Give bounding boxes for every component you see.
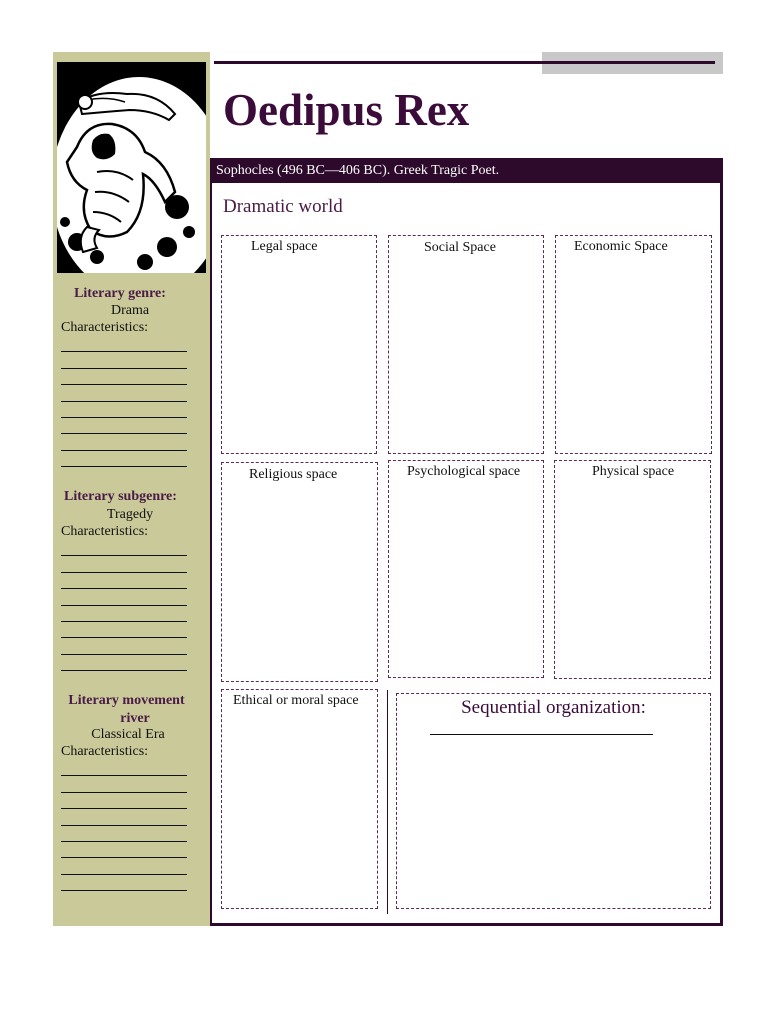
genre-heading: Literary genre: (74, 286, 166, 301)
author-bar: Sophocles (496 BC—406 BC). Greek Tragic Poet. (211, 159, 721, 183)
movement-blank-lines[interactable] (61, 760, 187, 891)
movement-heading-line2: river (120, 711, 150, 726)
movement-heading: Literary movement (68, 693, 185, 708)
subgenre-heading: Literary subgenre: (64, 489, 177, 504)
sequential-organization-blank-line[interactable] (430, 734, 653, 735)
legal-space-label: Legal space (251, 239, 318, 254)
subgenre-characteristics-label: Characteristics: (61, 524, 149, 539)
genre-value: Drama (110, 303, 150, 318)
sequential-organization-box[interactable] (396, 693, 711, 909)
social-space-box[interactable] (388, 235, 544, 454)
ethical-space-label: Ethical or moral space (233, 693, 359, 708)
genre-blank-lines[interactable] (61, 336, 187, 467)
psychological-space-label: Psychological space (407, 464, 521, 479)
genre-characteristics-label: Characteristics: (61, 320, 149, 335)
header-rule-right (542, 61, 715, 64)
economic-space-box[interactable] (555, 235, 712, 454)
movement-value: Classical Era (91, 727, 165, 742)
psychological-space-box[interactable] (388, 460, 544, 678)
movement-characteristics-label: Characteristics: (61, 744, 149, 759)
ethical-space-box[interactable] (221, 689, 378, 909)
oedipus-illustration (57, 62, 206, 273)
legal-space-box[interactable] (221, 235, 377, 454)
physical-space-box[interactable] (554, 460, 711, 679)
subgenre-value: Tragedy (106, 507, 154, 522)
physical-space-label: Physical space (592, 464, 675, 479)
economic-space-label: Economic Space (574, 239, 668, 254)
social-space-label: Social Space (424, 240, 496, 255)
subgenre-blank-lines[interactable] (61, 540, 187, 671)
religious-space-box[interactable] (221, 462, 378, 682)
page-title: Oedipus Rex (223, 85, 470, 135)
sequential-divider (387, 690, 388, 914)
religious-space-label: Religious space (249, 467, 338, 482)
section-title: Dramatic world (223, 196, 343, 217)
sequential-organization-title: Sequential organization: (461, 697, 646, 718)
